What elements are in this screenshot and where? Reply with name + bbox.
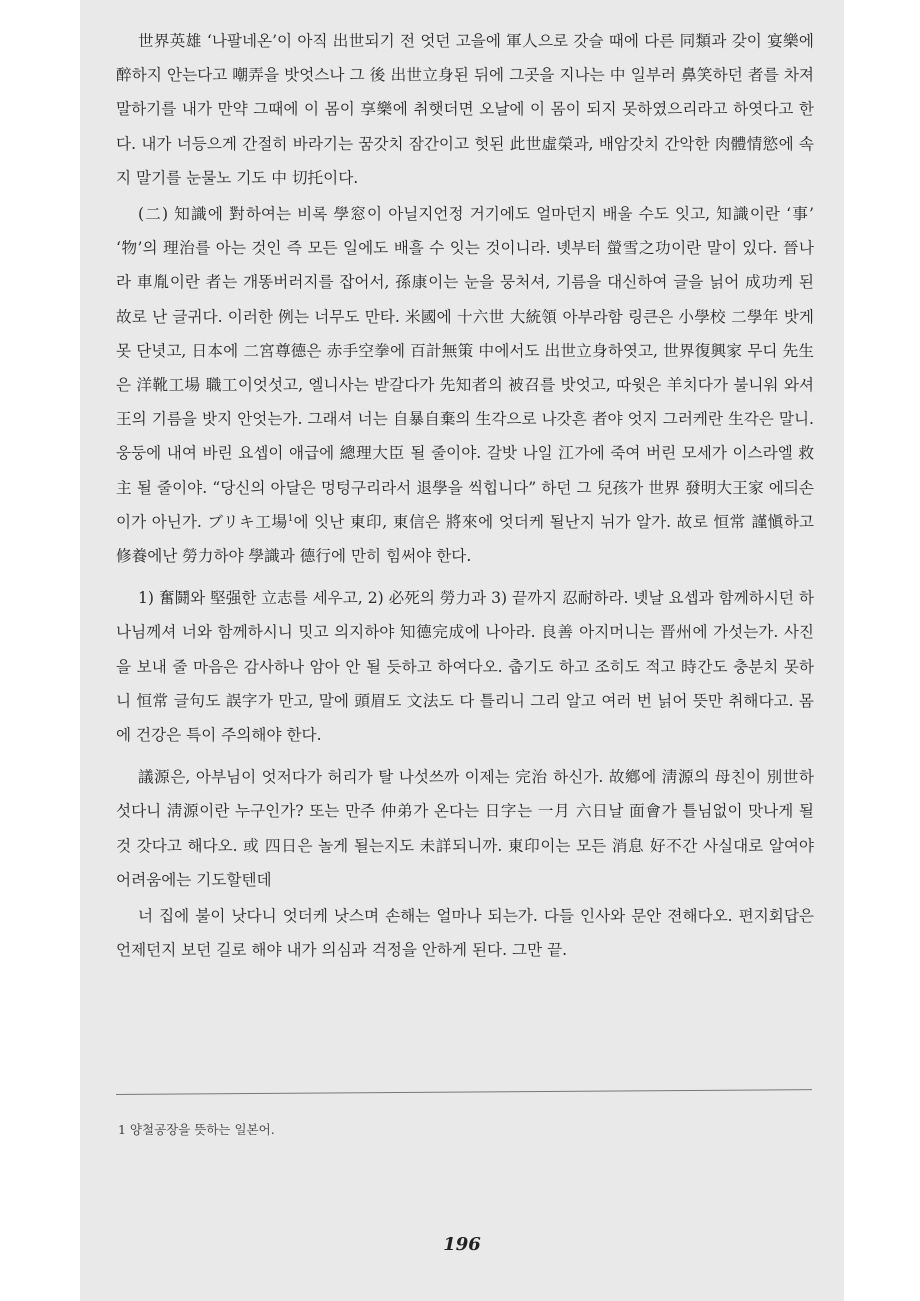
paragraph-5: 너 집에 불이 낫다니 엇더케 낫스며 손해는 얼마나 되는가. 다들 인사와 문안 젼해다오. 편지회답은 언제던지 보던 길로 해야 내가 의심과 걱정을 안하게 된다. 그만 끝. <box>116 907 814 960</box>
book-page <box>80 0 844 1301</box>
footnote-marker: 1 <box>287 513 294 524</box>
page-body <box>116 24 814 967</box>
paragraph-3: 1) 奮鬪와 堅强한 立志를 세우고, 2) 必死의 勞力과 3) 끝까지 忍耐하라. 녯날 요셉과 함께하시던 하나님께셔 너와 함께하시니 밋고 의지하야 知德完成에 나아라. 良善 아지머니는 晋州에 가섯는가. 사진을 보내 줄 마음은 감사하나 암아 안 될 듯하고 하여다오. 춥기도 하고 조히도 적고 時간도 충분치 못하니 恒常 글句도 誤字가 만고, 말에 頭眉도 文法도 다 틀리니 그리 알고 여러 번 닑어 뜻만 취해다고. 몸에 건강은 특이 주의해야 한다. <box>116 589 814 745</box>
page-number: 196 <box>443 1234 481 1255</box>
footnote-divider <box>116 1089 812 1095</box>
paragraph-2 <box>116 197 814 573</box>
paragraph-1: 世界英雄 ‘나팔네온’이 아직 出世되기 전 엇던 고을에 軍人으로 갓슬 때에 다른 同類과 갖이 宴樂에 醉하지 안는다고 嘲弄을 밧엇스나 그 後 出世立身된 뒤에 그곳을 지나는 中 일부러 鼻笑하던 者를 차져 말하기를 내가 만약 그때에 이 몸이 享樂에 취햇더면 오날에 이 몸이 되지 못하였으리라고 하엿다고 한다. 내가 너등으게 간절히 바라기는 꿈갓치 잠간이고 헛된 此世虛榮과, 배암갓치 간악한 肉體情慾에 속지 말기를 눈물노 기도 中 切托이다. <box>116 32 814 187</box>
paragraph-2-text: (二) 知識에 對하여는 비록 學窓이 아닐지언정 거기에도 얼마던지 배울 수도 잇고, 知識이란 ‘事’ ‘物’의 理治를 아는 것인 즉 모든 일에도 배흘 수 잇는 것이니라. 녯부터 螢雪之功이란 말이 있다. 晉나라 車胤이란 者는 개똥버러지를 잡어서, 孫康이는 눈을 뭉처셔, 기름을 대신하여 글을 닑어 成功케 된 故로 난 글귀다. 이러한 例는 너무도 만타. 米國에 十六世 大統領 아부라함 링큰은 小學校 二學年 밧게 못 단녓고, 日本에 二宮尊德은 赤手空拳에 百計無策 中에서도 出世立身하엿고, 世界復興家 무디 先生은 洋靴工場 職工이엇섯고, 엘니사는 받갈다가 先知者의 被召를 밧엇고, 따윗은 羊치다가 불니워 와셔 王의 기름을 밧지 안엇는가. 그래셔 너는 自暴自棄의 生각으로 나갓흔 者야 엇지 그러케란 生각은 말니. 웅둥에 내여 바린 요셉이 애급에 總理大臣 될 줄이야. 갈밧 나일 江가에 죽여 버린 모세가 이스라엘 救主 될 줄이야. “당신의 아달은 멍텅구리라서 退學을 씩힙니다” 하던 그 兒孩가 世界 發明大王家 에듸손이가 아닌가. ブリキ工場 <box>116 205 814 531</box>
paragraph-2-continuation: 에 잇난 東印, 東信은 將來에 엇더케 될난지 뉘가 알가. 故로 恒常 謹愼하고 修養에난 勞力하야 學識과 德行에 만히 힘써야 한다. <box>116 512 814 566</box>
paragraph-4: 議源은, 아부님이 엇저다가 허리가 탈 나섯쓰까 이제는 完治 하신가. 故鄕에 淸源의 母친이 別世하섯다니 淸源이란 누구인가? 또는 만주 仲弟가 온다는 日字는 一月 六日날 面會가 틀님없이 맛나게 될 것 갓다고 해다오. 或 四日은 놀게 될는지도 未詳되니까. 東印이는 모든 消息 好不간 사실대로 알여야 어려움에는 기도할텐데 <box>116 768 814 889</box>
footnote-text: 1 양철공장을 뜻하는 일본어. <box>118 1122 275 1137</box>
